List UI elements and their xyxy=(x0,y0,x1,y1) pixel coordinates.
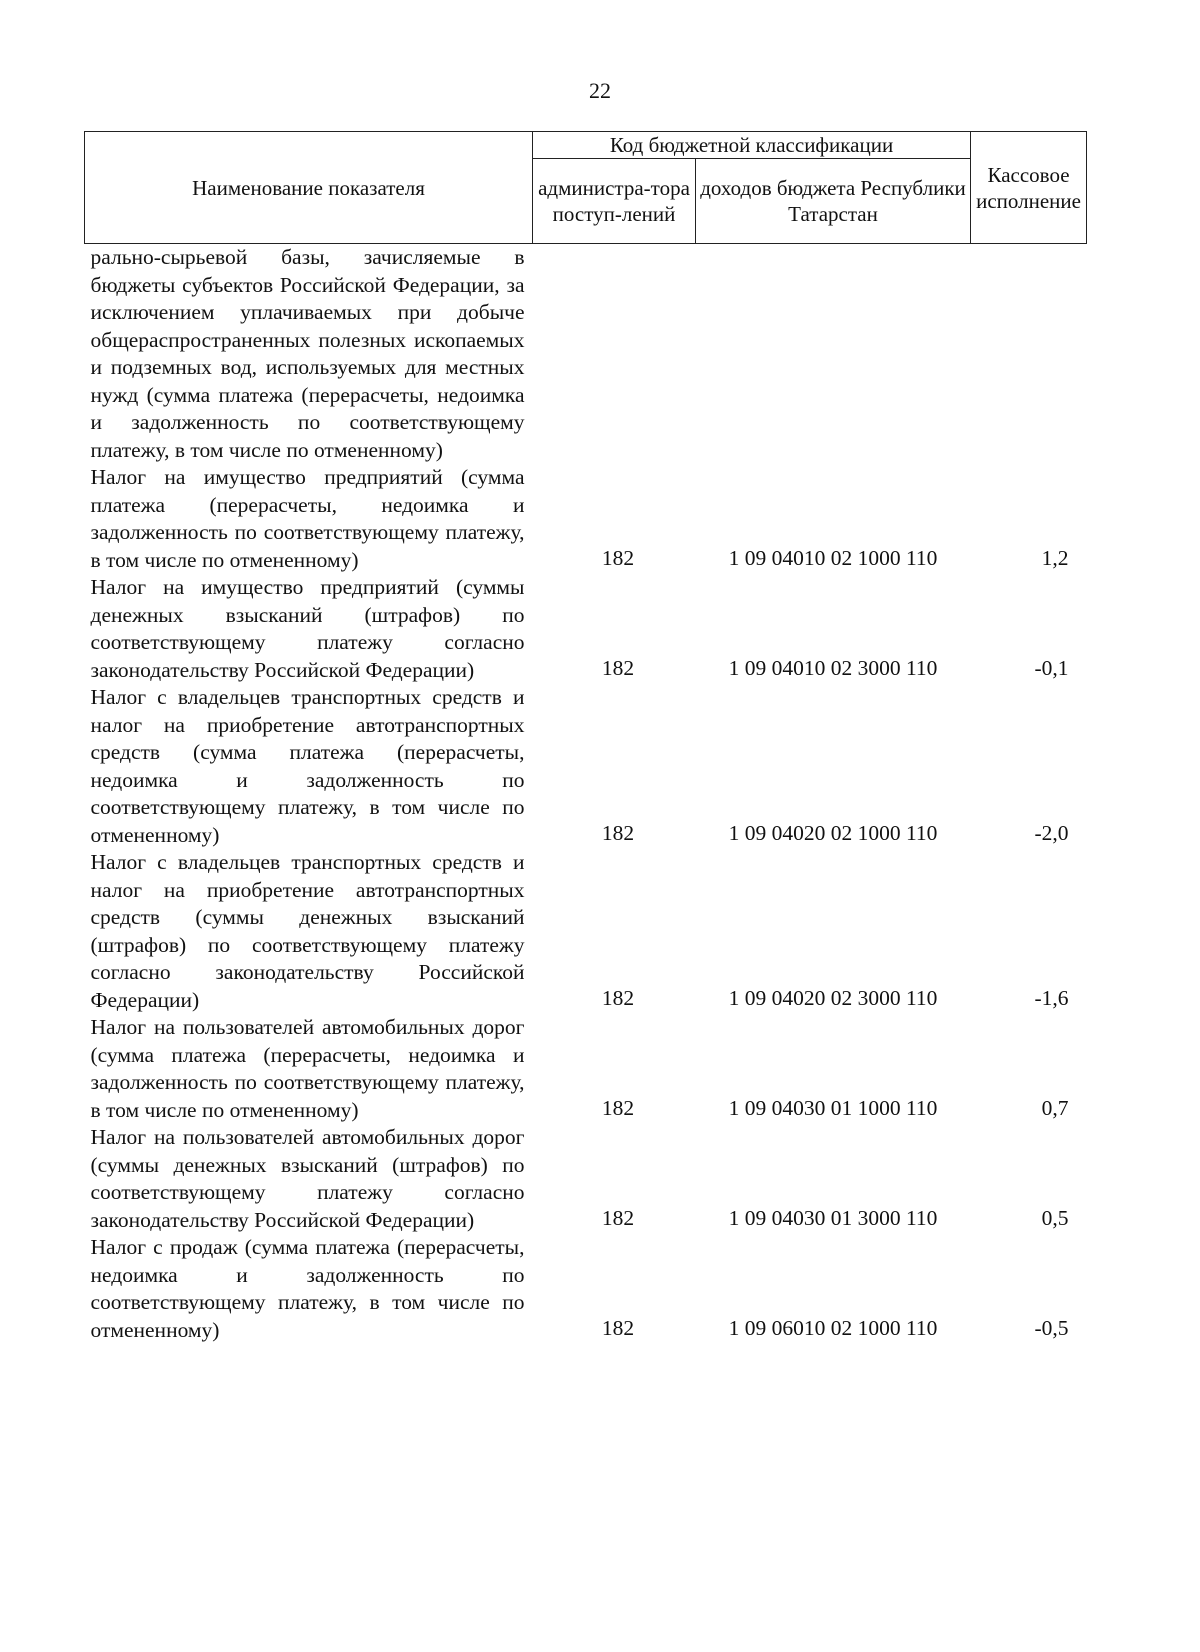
row-admin-cell xyxy=(533,244,696,465)
table-row xyxy=(85,1014,1087,1124)
row-value-cell xyxy=(971,244,1087,465)
row-value-cell: 0,5 xyxy=(1041,1205,1069,1230)
table-header xyxy=(85,132,1087,244)
row-name-cell: Налог с продаж (сумма платежа (перерасчеты, недоимка и задолженность по соответствующему платежу, в том числе по отмененному) xyxy=(90,1235,525,1342)
row-admin-cell: 182 xyxy=(601,820,635,845)
page-number: 22 xyxy=(589,78,611,103)
row-admin-cell: 182 xyxy=(601,1315,635,1340)
row-code-cell: 1 09 04020 02 1000 110 xyxy=(728,820,938,845)
row-name-cell: Налог на пользователей автомобильных дорог (сумма платежа (перерасчеты, недоимка и задолженность по соответствующему платежу, в том числе по отмененному) xyxy=(90,1015,525,1122)
header-name: Наименование показателя xyxy=(85,132,533,244)
row-value-cell: -0,1 xyxy=(1034,655,1069,680)
budget-table xyxy=(84,131,1087,1344)
row-admin-cell: 182 xyxy=(601,1095,635,1120)
table-row xyxy=(85,464,1087,574)
row-value-cell: 0,7 xyxy=(1041,1095,1069,1120)
header-execution: Кассовое исполнение xyxy=(971,132,1087,244)
table-body xyxy=(85,244,1087,1345)
row-value-cell: -2,0 xyxy=(1034,820,1069,845)
row-code-cell: 1 09 04010 02 1000 110 xyxy=(728,545,938,570)
table-row xyxy=(85,849,1087,1014)
row-name-cell: Налог на пользователей автомобильных дорог (суммы денежных взысканий (штрафов) по соответствующему платежу согласно законодательству Российской Федерации) xyxy=(90,1125,525,1232)
table-row xyxy=(85,244,1087,465)
row-name-cell: Налог на имущество предприятий (сумма платежа (перерасчеты, недоимка и задолженность по соответствующему платежу, в том числе по отмененному) xyxy=(90,465,525,572)
header-code-group: Код бюджетной классификации xyxy=(533,132,971,159)
row-admin-cell: 182 xyxy=(601,655,635,680)
row-value-cell: -1,6 xyxy=(1034,985,1069,1010)
row-code-cell: 1 09 06010 02 1000 110 xyxy=(728,1315,938,1340)
table-row xyxy=(85,1234,1087,1344)
row-admin-cell: 182 xyxy=(601,1205,635,1230)
header-administrator: администра-тора поступ-лений xyxy=(533,159,696,244)
row-admin-cell: 182 xyxy=(601,985,635,1010)
header-revenue: доходов бюджета Республики Татарстан xyxy=(696,159,971,244)
row-code-cell xyxy=(696,244,971,465)
row-name-cell: рально-сырьевой базы, зачисляемые в бюджеты субъектов Российской Федерации, за исключением уплачиваемых при добыче общераспространенных полезных ископаемых и подземных вод, используемых для местных нужд (сумма платежа (перерасчеты, недоимка и задолженность по соответствующему платежу, в том числе по отмененному) xyxy=(90,245,525,462)
table-row xyxy=(85,1124,1087,1234)
table-row xyxy=(85,684,1087,849)
row-code-cell: 1 09 04010 02 3000 110 xyxy=(728,655,938,680)
row-code-cell: 1 09 04020 02 3000 110 xyxy=(728,985,938,1010)
row-admin-cell: 182 xyxy=(601,545,635,570)
row-code-cell: 1 09 04030 01 3000 110 xyxy=(728,1205,938,1230)
row-value-cell: -0,5 xyxy=(1034,1315,1069,1340)
row-name-cell: Налог с владельцев транспортных средств и налог на приобретение автотранспортных средств (сумма платежа (перерасчеты, недоимка и задолженность по соответствующему платежу, в том числе по отмененному) xyxy=(90,685,525,847)
row-name-cell: Налог на имущество предприятий (суммы денежных взысканий (штрафов) по соответствующему платежу согласно законодательству Российской Федерации) xyxy=(90,575,525,682)
table-row xyxy=(85,574,1087,684)
row-value-cell: 1,2 xyxy=(1041,545,1069,570)
row-name-cell: Налог с владельцев транспортных средств и налог на приобретение автотранспортных средств (суммы денежных взысканий (штрафов) по соответствующему платежу согласно законодательству Российской Федерации) xyxy=(90,850,525,1012)
row-code-cell: 1 09 04030 01 1000 110 xyxy=(728,1095,938,1120)
